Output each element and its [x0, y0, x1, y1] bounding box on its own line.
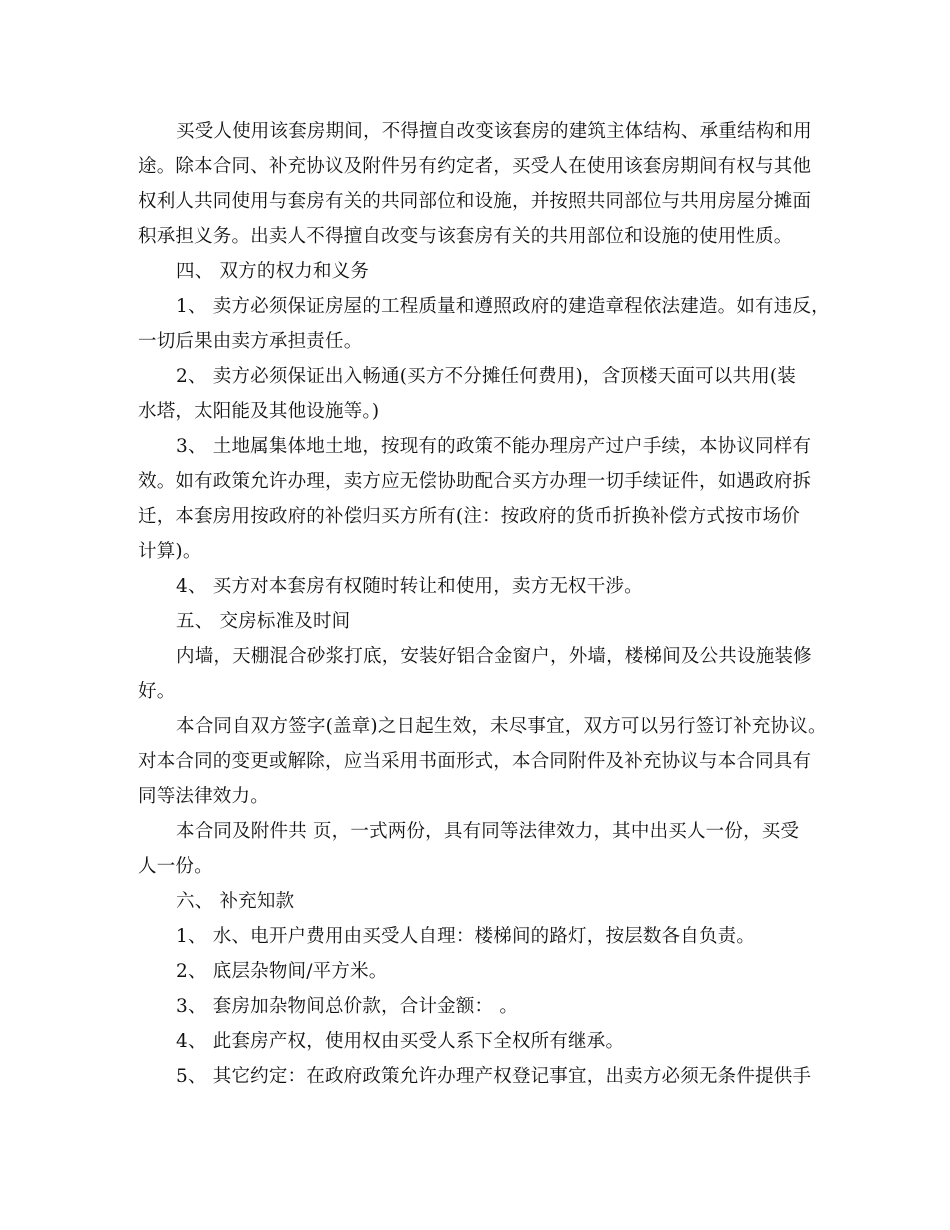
text-line: 好。: [138, 681, 176, 702]
text-line: 六、 补充知款: [176, 891, 295, 912]
text-line: 四、 双方的权力和义务: [176, 261, 370, 282]
text-line: 人一份。: [138, 856, 213, 877]
text-line: 1、 卖方必须保证房屋的工程质量和遵照政府的建造章程依法建造。如有违反，: [176, 296, 830, 317]
text-line: 一切后果由卖方承担责任。: [138, 331, 363, 352]
text-line: 买受人使用该套房期间，不得擅自改变该套房的建筑主体结构、承重结构和用: [176, 121, 812, 142]
text-line: 5、 其它约定：在政府政策允许办理产权登记事宜，出卖方必须无条件提供手: [176, 1066, 812, 1087]
text-line: 同等法律效力。: [138, 786, 269, 807]
text-line: 4、 此套房产权，使用权由买受人系下全权所有继承。: [176, 1031, 625, 1052]
text-line: 3、 土地属集体地土地，按现有的政策不能办理房产过户手续，本协议同样有: [176, 436, 812, 457]
text-line: 积承担义务。出卖人不得擅自改变与该套房有关的共用部位和设施的使用性质。: [138, 226, 793, 247]
text-line: 途。除本合同、补充协议及附件另有约定者，买受人在使用该套房期间有权与其他: [138, 156, 812, 177]
text-line: 对本合同的变更或解除，应当采用书面形式，本合同附件及补充协议与本合同具有: [138, 751, 812, 772]
text-line: 本合同自双方签字(盖章)之日起生效，未尽事宜，双方可以另行签订补充协议。: [176, 716, 827, 737]
text-line: 水塔，太阳能及其他设施等。): [138, 401, 380, 422]
text-line: 2、 底层杂物间/平方米。: [176, 961, 388, 982]
text-line: 计算)。: [138, 541, 202, 562]
text-line: 权利人共同使用与套房有关的共同部位和设施，并按照共同部位与共用房屋分摊面: [138, 191, 812, 212]
text-line: 3、 套房加杂物间总价款，合计金额： 。: [176, 996, 519, 1017]
text-line: 2、 卖方必须保证出入畅通(买方不分摊任何费用)，含顶楼天面可以共用(装: [176, 366, 797, 387]
text-line: 五、 交房标准及时间: [176, 611, 351, 632]
text-line: 4、 买方对本套房有权随时转让和使用，卖方无权干涉。: [176, 576, 643, 597]
text-line: 1、 水、电开户费用由买受人自理：楼梯间的路灯，按层数各自负责。: [176, 926, 756, 947]
text-line: 迁，本套房用按政府的补偿归买方所有(注：按政府的货币折换补偿方式按市场价: [138, 506, 800, 527]
text-line: 本合同及附件共 页，一式两份，具有同等法律效力，其中出买人一份，买受: [176, 821, 800, 842]
text-line: 效。如有政策允许办理，卖方应无偿协助配合买方办理一切手续证件，如遇政府拆: [138, 471, 812, 492]
contract-text-body: [138, 114, 828, 1094]
text-line: 内墙，天棚混合砂浆打底，安装好铝合金窗户，外墙，楼梯间及公共设施装修: [176, 646, 812, 667]
